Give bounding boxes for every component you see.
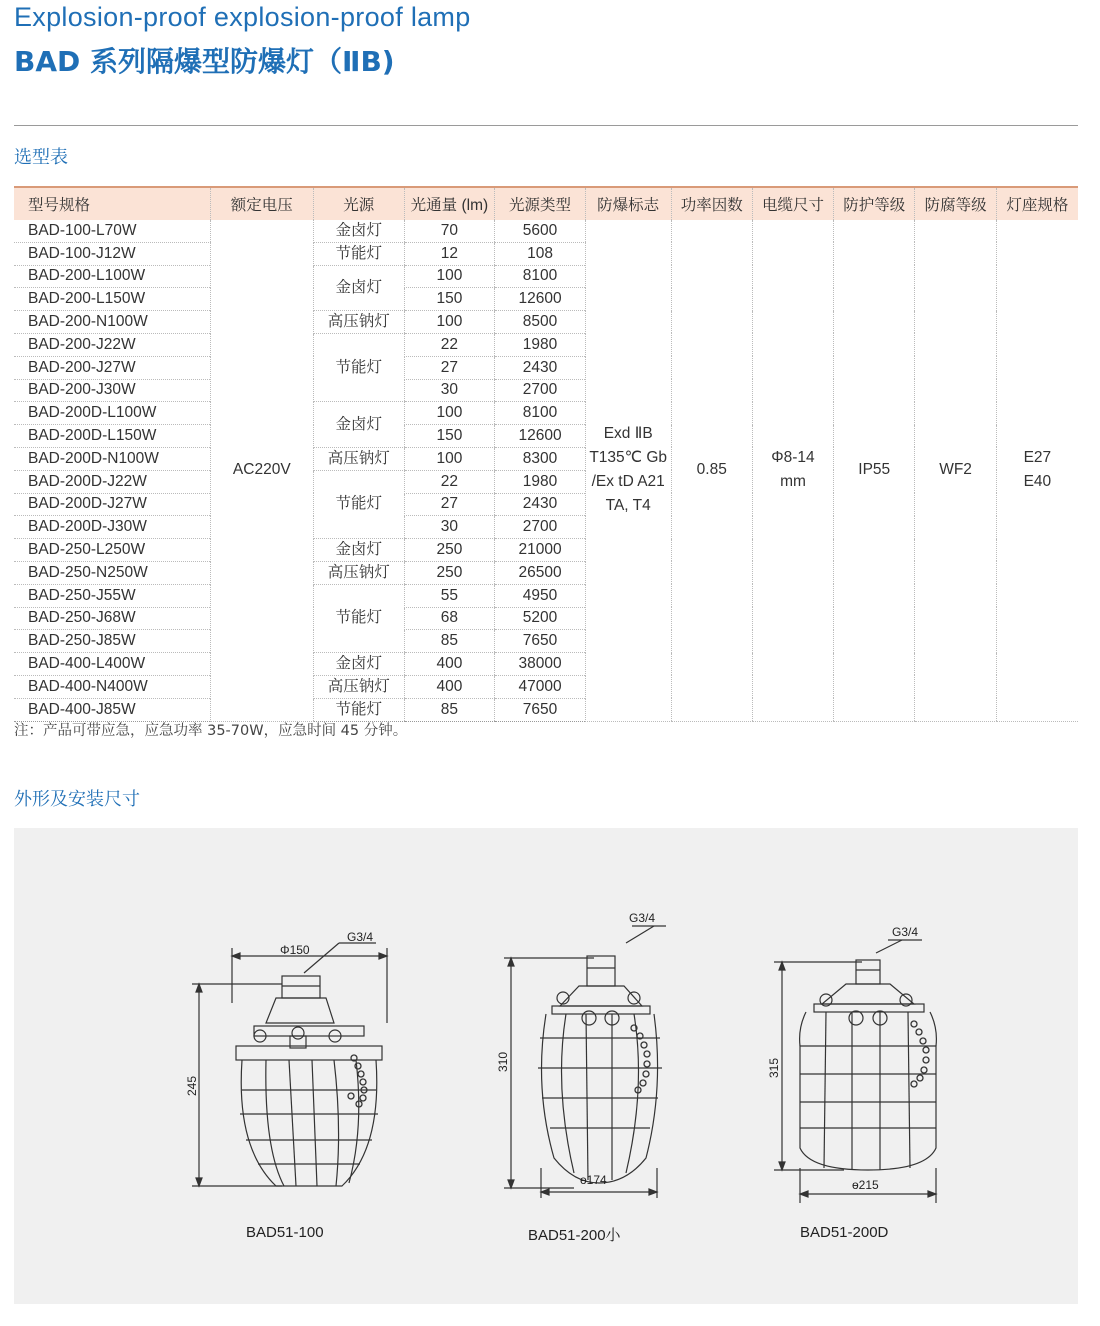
cell-flux: 85 (404, 698, 495, 721)
cell-light-source: 高压钠灯 (314, 447, 404, 470)
cell-flux: 100 (404, 265, 495, 288)
cell-anticorrosion: WF2 (915, 220, 996, 721)
cell-flux: 100 (404, 311, 495, 334)
cell-model: BAD-400-L400W (14, 653, 210, 676)
cell-source-type: 1980 (495, 470, 585, 493)
col-header-source: 光源 (314, 187, 404, 220)
cell-light-source: 节能灯 (314, 242, 404, 265)
socket-line: E40 (1023, 473, 1052, 491)
cell-source-type: 26500 (495, 561, 585, 584)
cell-model: BAD-200D-L100W (14, 402, 210, 425)
col-header-cable: 电缆尺寸 (752, 187, 833, 220)
cell-source-type: 8100 (495, 265, 585, 288)
cell-flux: 100 (404, 402, 495, 425)
col-header-socket: 灯座规格 (996, 187, 1078, 220)
cell-flux: 150 (404, 288, 495, 311)
section-title-selection: 选型表 (14, 147, 68, 168)
table-row (14, 220, 1078, 242)
cell-light-source: 节能灯 (314, 698, 404, 721)
cell-source-type: 108 (495, 242, 585, 265)
cell-flux: 30 (404, 379, 495, 402)
subtitle-english: Explosion-proof explosion-proof lamp (14, 2, 471, 32)
cell-flux: 250 (404, 561, 495, 584)
cell-flux: 27 (404, 493, 495, 516)
cell-ex-mark (585, 220, 671, 721)
col-header-voltage: 额定电压 (210, 187, 313, 220)
cell-model: BAD-250-J68W (14, 607, 210, 630)
ex-mark-line: Exd ⅡB (603, 425, 653, 443)
col-header-ip: 防护等级 (834, 187, 915, 220)
diagram1-height: 245 (185, 1075, 199, 1096)
cell-source-type: 12600 (495, 288, 585, 311)
cell-source-type: 38000 (495, 653, 585, 676)
cell-model: BAD-200-J22W (14, 333, 210, 356)
cell-model: BAD-100-L70W (14, 220, 210, 242)
cell-model: BAD-250-N250W (14, 561, 210, 584)
cell-flux: 30 (404, 516, 495, 539)
cell-flux: 150 (404, 425, 495, 448)
cell-flux: 70 (404, 220, 495, 242)
lamp-diagram-bad51-100 (192, 943, 387, 1186)
title-divider (14, 125, 1078, 126)
diagram2-bottom-dim: ɵ174 (580, 1173, 607, 1187)
cell-model: BAD-200D-J22W (14, 470, 210, 493)
cell-light-source: 高压钠灯 (314, 311, 404, 334)
cell-flux: 400 (404, 653, 495, 676)
cell-light-source: 高压钠灯 (314, 675, 404, 698)
diagram1-label: BAD51-100 (246, 1224, 324, 1241)
cell-light-source: 金卤灯 (314, 653, 404, 676)
cell-source-type: 7650 (495, 630, 585, 653)
diagram1-thread: G3/4 (347, 930, 374, 944)
cable-line: Φ8-14 (771, 449, 815, 467)
cell-voltage: AC220V (210, 220, 313, 721)
cell-light-source: 节能灯 (314, 584, 404, 652)
cell-source-type: 47000 (495, 675, 585, 698)
cell-socket (996, 220, 1078, 721)
cell-source-type: 4950 (495, 584, 585, 607)
cell-light-source: 高压钠灯 (314, 561, 404, 584)
cell-model: BAD-200D-N100W (14, 447, 210, 470)
cell-light-source: 金卤灯 (314, 220, 404, 242)
cell-model: BAD-200-L150W (14, 288, 210, 311)
cell-source-type: 8100 (495, 402, 585, 425)
page-title: BAD 系列隔爆型防爆灯（ⅡB) (14, 45, 395, 78)
cell-model: BAD-200-J27W (14, 356, 210, 379)
table-header-row (14, 187, 1078, 220)
col-header-flux: 光通量 (lm) (404, 187, 495, 220)
diagram2-height: 310 (496, 1051, 510, 1072)
cell-light-source: 节能灯 (314, 470, 404, 538)
cell-model: BAD-250-J55W (14, 584, 210, 607)
cell-source-type: 8300 (495, 447, 585, 470)
col-header-model: 型号规格 (14, 187, 210, 220)
cell-power-factor: 0.85 (671, 220, 752, 721)
diagram3-bottom-dim: ɵ215 (852, 1178, 879, 1192)
diagram1-top-dim: Φ150 (280, 943, 310, 957)
cell-flux: 68 (404, 607, 495, 630)
cell-model: BAD-200D-J27W (14, 493, 210, 516)
cell-source-type: 5600 (495, 220, 585, 242)
cell-source-type: 8500 (495, 311, 585, 334)
cell-light-source: 金卤灯 (314, 402, 404, 448)
cell-model: BAD-400-N400W (14, 675, 210, 698)
cell-flux: 12 (404, 242, 495, 265)
col-header-source-type: 光源类型 (495, 187, 585, 220)
cell-flux: 85 (404, 630, 495, 653)
diagram3-height: 315 (767, 1057, 781, 1078)
cell-source-type: 2700 (495, 379, 585, 402)
cell-model: BAD-250-J85W (14, 630, 210, 653)
cell-source-type: 7650 (495, 698, 585, 721)
diagram3-label: BAD51-200D (800, 1224, 889, 1241)
cell-model: BAD-200D-L150W (14, 425, 210, 448)
cell-flux: 55 (404, 584, 495, 607)
ex-mark-line: /Ex tD A21 (591, 473, 665, 491)
cell-source-type: 5200 (495, 607, 585, 630)
cell-flux: 250 (404, 539, 495, 562)
diagram2-thread: G3/4 (629, 911, 656, 925)
cell-model: BAD-400-J85W (14, 698, 210, 721)
cell-model: BAD-200-J30W (14, 379, 210, 402)
cell-source-type: 1980 (495, 333, 585, 356)
cell-model: BAD-200-N100W (14, 311, 210, 334)
cell-flux: 22 (404, 470, 495, 493)
lamp-diagram-bad51-200-small (504, 926, 666, 1198)
cell-model: BAD-200-L100W (14, 265, 210, 288)
ex-mark-line: TA, T4 (605, 497, 651, 515)
diagram2-label: BAD51-200小 (528, 1227, 621, 1244)
cell-flux: 27 (404, 356, 495, 379)
ex-mark-line: T135℃ Gb (589, 449, 668, 467)
cell-ip: IP55 (834, 220, 915, 721)
footnote: 注：产品可带应急，应急功率 35-70W，应急时间 45 分钟。 (14, 723, 408, 739)
cell-flux: 400 (404, 675, 495, 698)
diagram3-thread: G3/4 (892, 925, 919, 939)
cable-line: mm (780, 473, 806, 491)
cell-source-type: 2430 (495, 493, 585, 516)
cell-light-source: 金卤灯 (314, 265, 404, 311)
socket-line: E27 (1023, 449, 1052, 467)
lamp-diagram-bad51-200d (774, 940, 936, 1203)
cell-light-source: 金卤灯 (314, 539, 404, 562)
cell-source-type: 2430 (495, 356, 585, 379)
col-header-ex-mark: 防爆标志 (585, 187, 671, 220)
cell-model: BAD-250-L250W (14, 539, 210, 562)
cell-source-type: 2700 (495, 516, 585, 539)
cell-light-source: 节能灯 (314, 333, 404, 401)
cell-flux: 100 (404, 447, 495, 470)
cell-cable (752, 220, 833, 721)
cell-flux: 22 (404, 333, 495, 356)
cell-model: BAD-200D-J30W (14, 516, 210, 539)
selection-table (14, 186, 1078, 722)
cell-model: BAD-100-J12W (14, 242, 210, 265)
dimension-diagram-panel (14, 828, 1078, 1304)
cell-source-type: 21000 (495, 539, 585, 562)
section-title-dimensions: 外形及安装尺寸 (14, 789, 140, 810)
col-header-anticorrosion: 防腐等级 (915, 187, 996, 220)
cell-source-type: 12600 (495, 425, 585, 448)
col-header-power-factor: 功率因数 (671, 187, 752, 220)
